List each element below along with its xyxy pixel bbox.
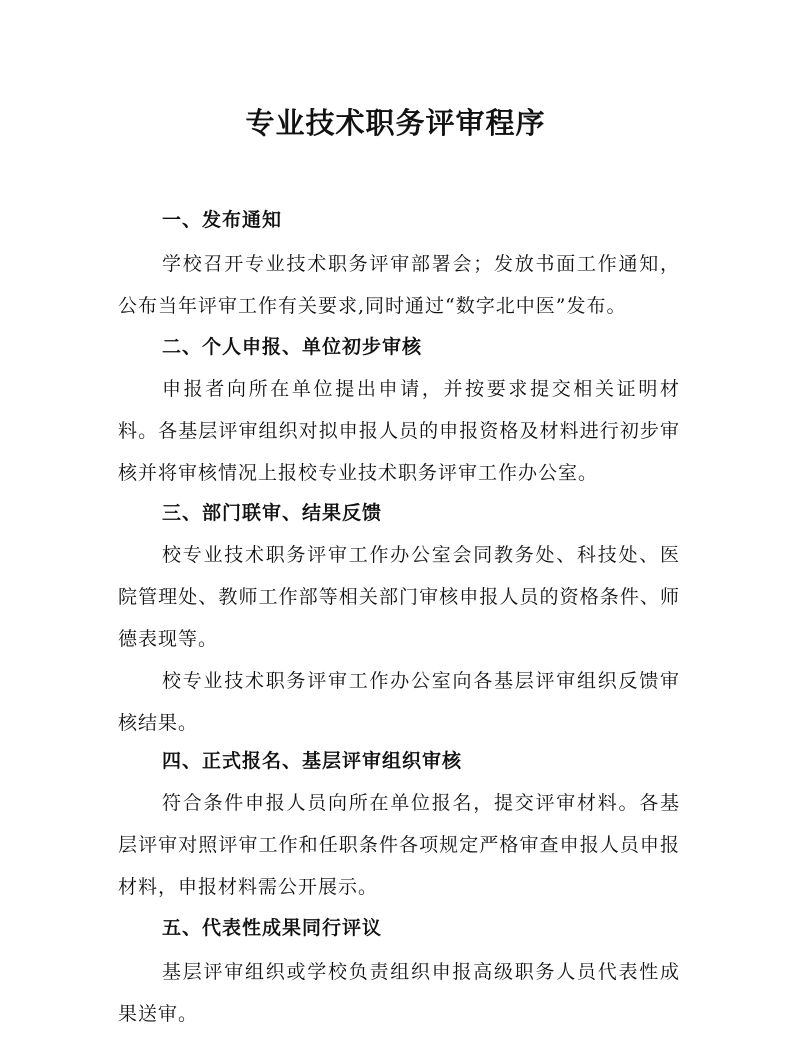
section-2-paragraph-1: 申报者向所在单位提出申请，并按要求提交相关证明材料。各基层评审组织对拟申报人员的申报资格及材料进行初步审核并将审核情况上报校专业技术职务评审工作办公室。 <box>118 378 680 484</box>
section-heading-4: 四、正式报名、基层评审组织审核 <box>162 750 463 772</box>
section-heading-5: 五、代表性成果同行评议 <box>162 917 383 939</box>
section-1-paragraph-1: 学校召开专业技术职务评审部署会；发放书面工作通知，公布当年评审工作有关要求,同时通过“数字北中医”发布。 <box>118 253 680 317</box>
section-4-paragraph-1: 符合条件申报人员向所在单位报名，提交评审材料。各基层评审对照评审工作和任职条件各项规定严格审查申报人员申报材料，申报材料需公开展示。 <box>118 792 680 898</box>
section-5-paragraph-1: 基层评审组织或学校负责组织申报高级职务人员代表性成果送审。 <box>118 961 680 1025</box>
section-heading-1: 一、发布通知 <box>162 209 283 231</box>
page-title: 专业技术职务评审程序 <box>245 106 546 140</box>
section-heading-2: 二、个人申报、单位初步审核 <box>162 336 423 358</box>
section-heading-3: 三、部门联审、结果反馈 <box>162 502 383 524</box>
section-3-paragraph-1: 校专业技术职务评审工作办公室会同教务处、科技处、医院管理处、教师工作部等相关部门审核申报人员的资格条件、师德表现等。 <box>118 544 680 650</box>
section-3-paragraph-2: 校专业技术职务评审工作办公室向各基层评审组织反馈审核结果。 <box>118 670 680 734</box>
